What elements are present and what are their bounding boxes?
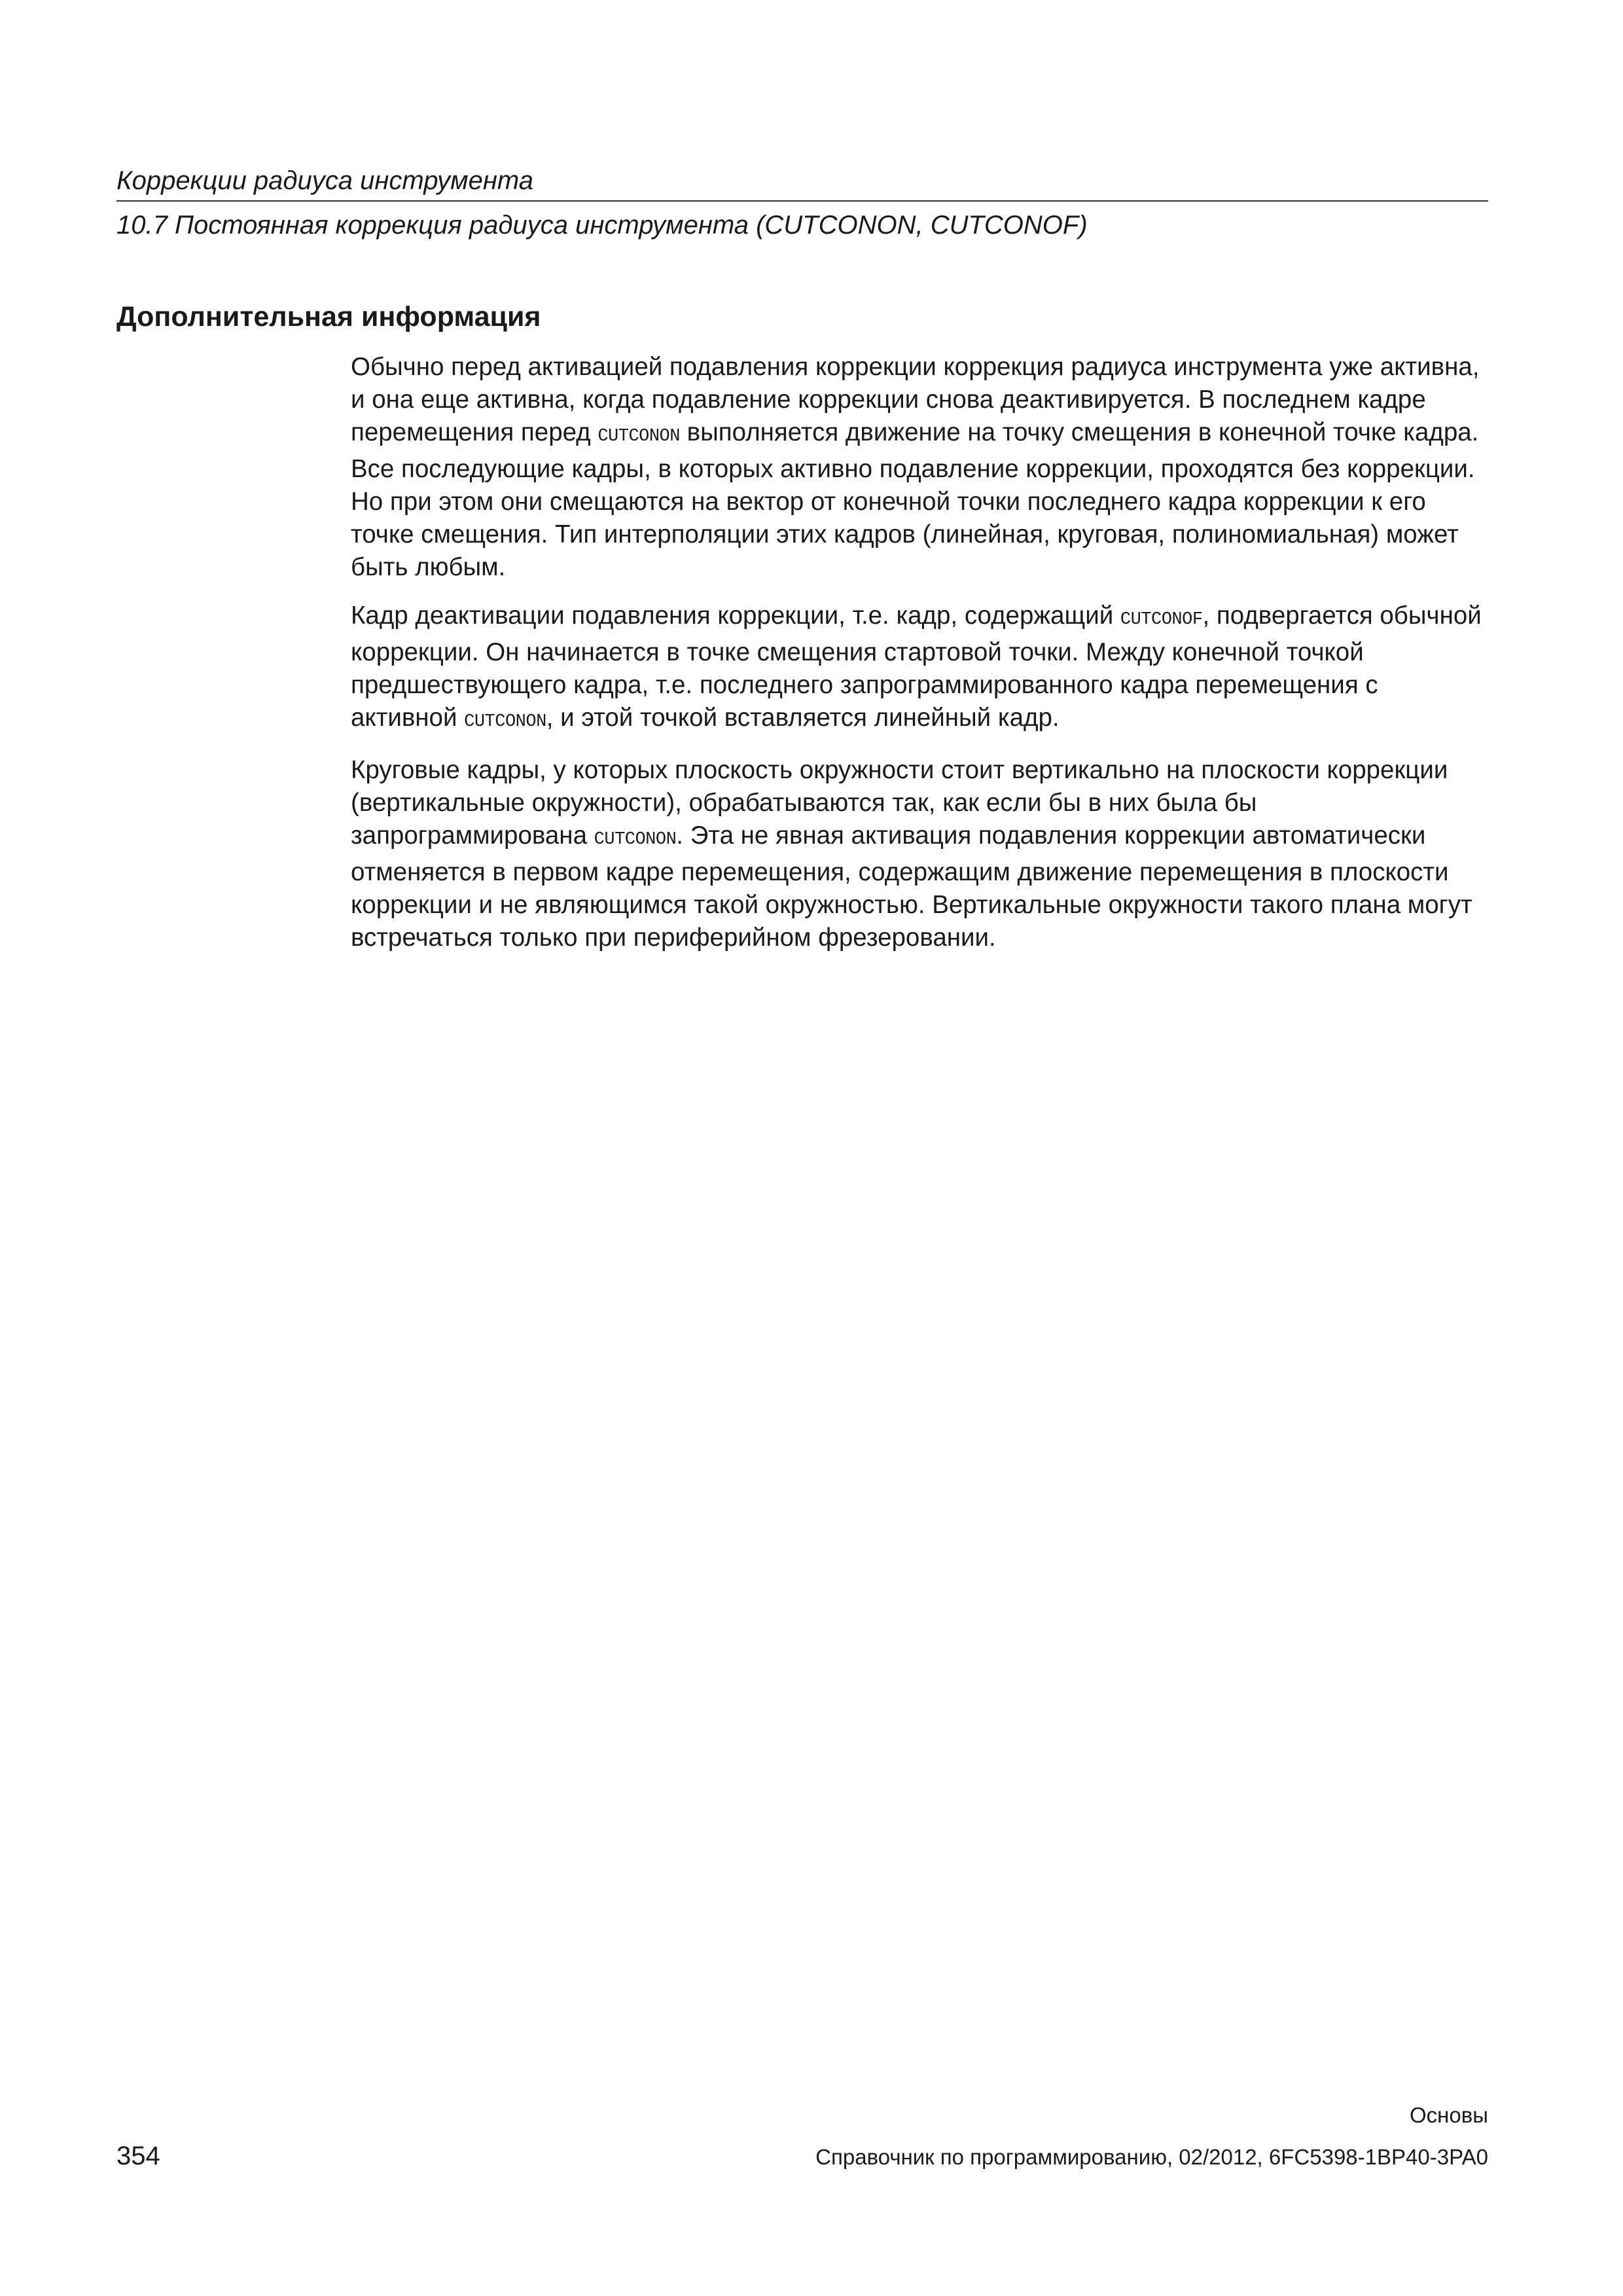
- code-keyword-cutconon: CUTCONON: [597, 427, 680, 446]
- code-keyword-cutconof: CUTCONOF: [1120, 610, 1203, 630]
- paragraph-1-text: Обычно перед активацией подавления коррекции коррекция радиуса инструмента уже активна, и она еще активна, когда подавление коррекции снова деактивируется. В последнем кадре перемещения перед: [351, 353, 1480, 446]
- paragraph-3-text: . Эта не явная активация подавления коррекции автоматически отменяется в первом кадре перемещения, содержащим движение перемещения в плоскости коррекции и не являющимся такой окружностью. Вертикальные окружности такого плана могут встречаться только при периферийном фрезеровании.: [351, 821, 1472, 952]
- section-title: 10.7 Постоянная коррекция радиуса инструмента (CUTCONON, CUTCONOF): [116, 211, 1088, 240]
- chapter-title: Коррекции радиуса инструмента: [116, 166, 533, 195]
- footer-reference: Справочник по программированию, 02/2012, 6FC5398-1BP40-3PA0: [815, 2145, 1488, 2169]
- paragraph-2: [351, 600, 1489, 738]
- paragraph-1-text: выполняется движение на точку смещения в конечной точке кадра. Все последующие кадры, в которых активно подавление коррекции, проходятся без коррекции. Но при этом они смещаются на вектор от конечной точки последнего кадра коррекции к его точке смещения. Тип интерполяции этих кадров (линейная, круговая, полиномиальная) может быть любым.: [351, 418, 1479, 581]
- footer-book-title: Основы: [1410, 2103, 1488, 2127]
- paragraph-1: [351, 351, 1489, 584]
- running-header: [116, 164, 1488, 242]
- footer-line: [116, 2140, 1488, 2172]
- paragraph-3-text: Круговые кадры, у которых плоскость окружности стоит вертикально на плоскости коррекции (вертикальные окружности), обрабатываются так, как если бы в них была бы запрограммирована: [351, 756, 1448, 850]
- paragraph-2-text: Кадр деактивации подавления коррекции, т.е. кадр, содержащий: [351, 601, 1120, 630]
- code-keyword-cutconon: CUTCONON: [464, 712, 546, 732]
- code-keyword-cutconon: CUTCONON: [594, 830, 677, 850]
- page-number: 354: [116, 2142, 160, 2170]
- section-heading: Дополнительная информация: [116, 301, 541, 332]
- header-divider: [116, 200, 1488, 202]
- body-text: [351, 351, 1489, 970]
- paragraph-2-text: , подвергается обычной коррекции. Он начинается в точке смещения стартовой точки. Между конечной точкой предшествующего кадра, т.е. последнего запрограммированного кадра перемещения с активной: [351, 601, 1482, 732]
- paragraph-2-text: , и этой точкой вставляется линейный кадр.: [546, 704, 1060, 732]
- paragraph-3: [351, 754, 1489, 954]
- page-footer: [116, 2101, 1488, 2172]
